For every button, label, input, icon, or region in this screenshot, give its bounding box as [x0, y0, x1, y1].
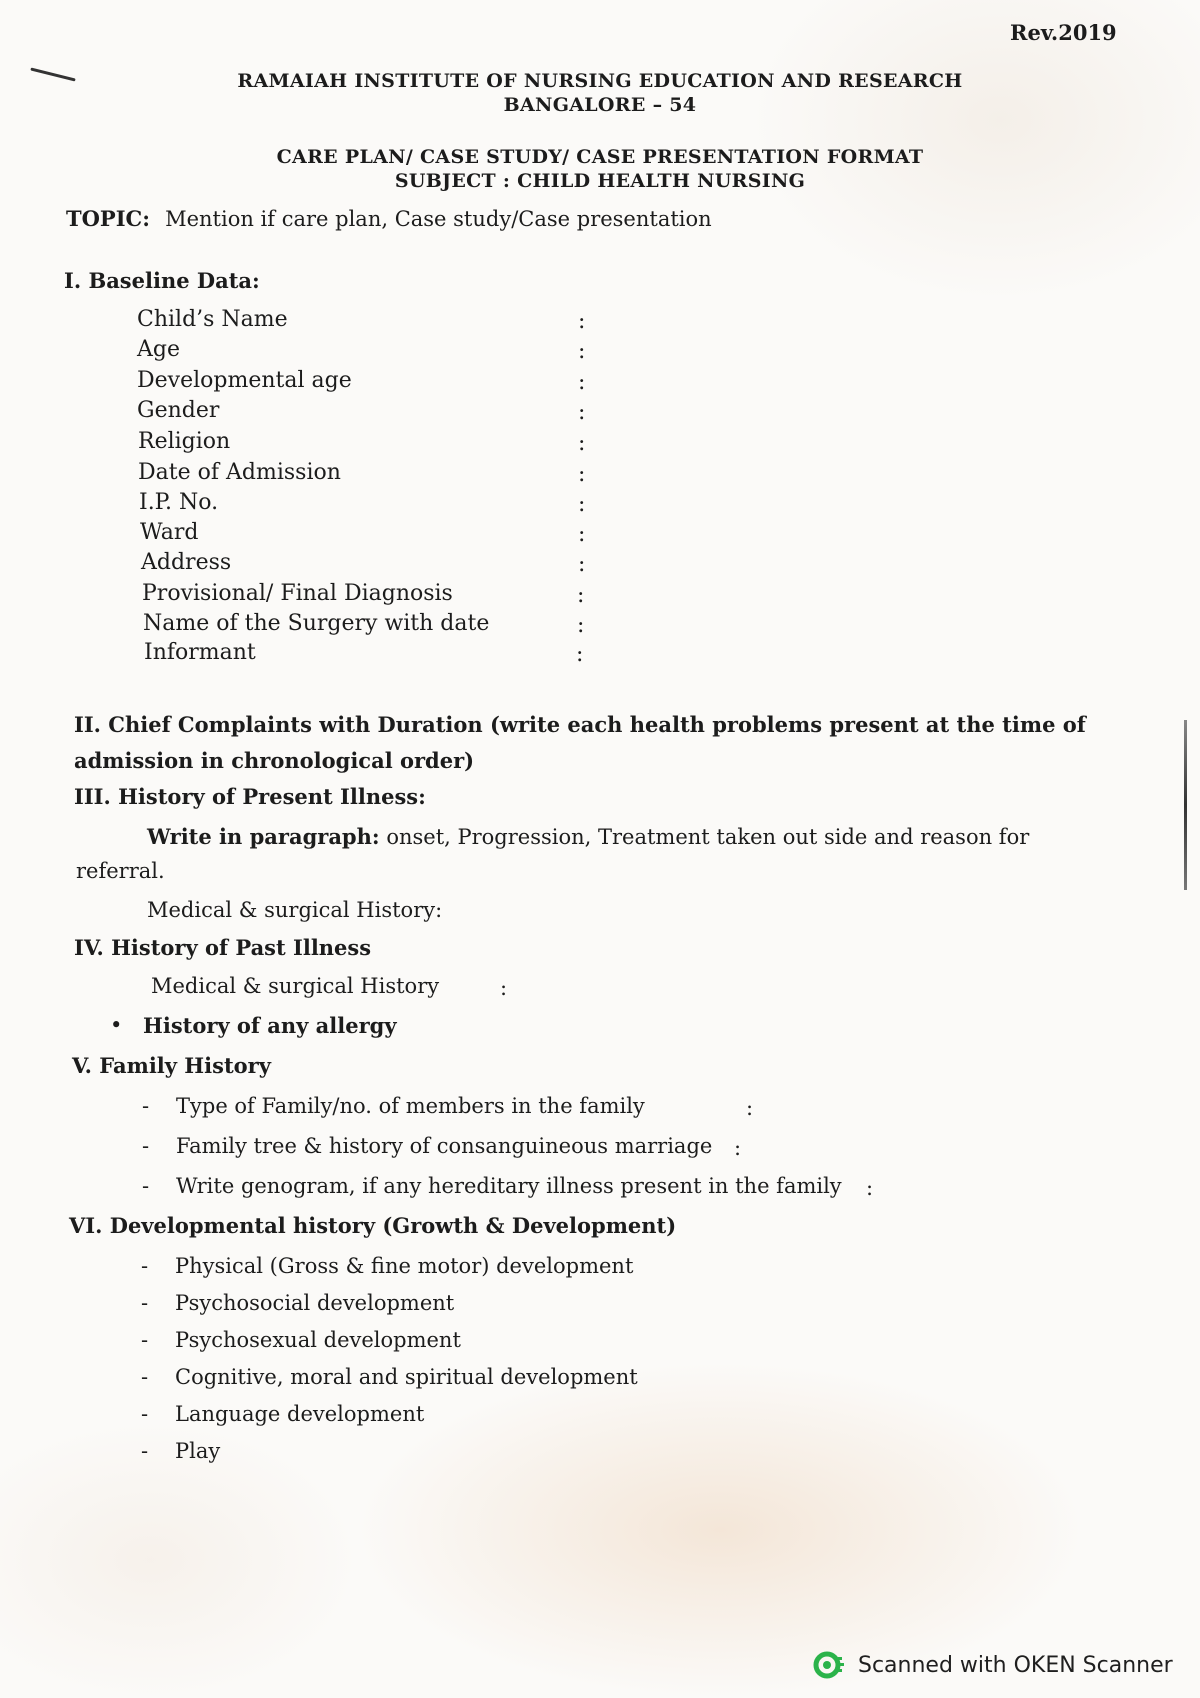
allergy-label: History of any allergy	[143, 1013, 397, 1038]
topic-line	[66, 206, 712, 231]
field-label: Age	[137, 337, 180, 362]
field-colon: :	[578, 522, 586, 547]
field-colon: :	[578, 309, 586, 334]
section-present-illness-title: III. History of Present Illness:	[74, 784, 426, 809]
section-developmental-history-title: VI. Developmental history (Growth & Development)	[69, 1213, 677, 1238]
list-item: Family tree & history of consanguineous marriage	[176, 1134, 713, 1158]
field-label: Provisional/ Final Diagnosis	[142, 581, 453, 606]
field-label: Developmental age	[137, 368, 352, 393]
list-item: Type of Family/no. of members in the family	[176, 1094, 645, 1118]
list-item: Physical (Gross & fine motor) development	[175, 1254, 634, 1278]
list-dash: -	[141, 1365, 149, 1389]
list-item: Psychosocial development	[175, 1291, 455, 1315]
field-label: Date of Admission	[138, 460, 341, 485]
list-item: Psychosexual development	[175, 1328, 461, 1352]
page-edge-shadow	[1184, 720, 1187, 890]
field-colon: :	[578, 462, 586, 487]
list-item: Play	[175, 1439, 221, 1463]
list-item: Cognitive, moral and spiritual development	[175, 1365, 638, 1389]
list-item: Write genogram, if any hereditary illness present in the family	[176, 1174, 842, 1198]
scanner-watermark-text: Scanned with OKEN Scanner	[858, 1652, 1173, 1678]
institute-city: BANGALORE – 54	[503, 94, 697, 116]
scanner-watermark	[812, 1648, 1173, 1682]
field-label: Address	[141, 550, 232, 575]
section-chief-complaints-title-cont: admission in chronological order)	[74, 748, 475, 773]
list-dash: -	[141, 1439, 149, 1463]
list-item-colon: :	[746, 1096, 754, 1120]
field-colon: :	[577, 613, 585, 638]
format-title: CARE PLAN/ CASE STUDY/ CASE PRESENTATION FORMAT	[276, 146, 924, 168]
list-dash: -	[142, 1174, 150, 1198]
present-illness-text-cont: referral.	[76, 859, 165, 883]
list-dash: -	[141, 1254, 149, 1278]
field-label: Religion	[138, 429, 231, 454]
field-label: Gender	[137, 398, 220, 423]
field-colon: :	[578, 552, 586, 577]
field-colon: :	[577, 583, 585, 608]
field-colon: :	[578, 339, 586, 364]
list-dash: -	[142, 1134, 150, 1158]
field-label: Name of the Surgery with date	[143, 611, 490, 636]
list-item: Language development	[175, 1402, 425, 1426]
section-chief-complaints-title: II. Chief Complaints with Duration (write each health problems present at the time of	[74, 712, 1086, 737]
list-dash: -	[141, 1291, 149, 1315]
present-illness-medsurg: Medical & surgical History:	[147, 898, 443, 922]
field-colon: :	[578, 431, 586, 456]
section-past-illness-title: IV. History of Past Illness	[74, 935, 372, 960]
field-label: Ward	[140, 520, 199, 545]
present-illness-text: onset, Progression, Treatment taken out side and reason for	[379, 825, 1030, 849]
list-item-colon: :	[734, 1136, 742, 1160]
topic-text: Mention if care plan, Case study/Case presentation	[165, 207, 712, 231]
list-dash: -	[141, 1328, 149, 1352]
field-label: Child’s Name	[137, 307, 288, 332]
topic-label: TOPIC:	[66, 206, 150, 231]
field-label: Informant	[144, 640, 256, 665]
list-dash: -	[142, 1094, 150, 1118]
section-baseline-title: I. Baseline Data:	[64, 268, 260, 293]
past-illness-medsurg: Medical & surgical History	[151, 974, 440, 998]
list-dash: -	[141, 1402, 149, 1426]
oken-scanner-logo-icon	[812, 1648, 846, 1682]
field-colon: :	[578, 492, 586, 517]
field-colon: :	[578, 370, 586, 395]
allergy-bullet: •	[110, 1013, 123, 1037]
revision-label: Rev.2019	[1010, 20, 1117, 45]
field-colon: :	[578, 400, 586, 425]
section-family-history-title: V. Family History	[72, 1053, 271, 1078]
write-in-paragraph-label: Write in paragraph:	[147, 824, 380, 849]
past-illness-colon: :	[500, 976, 508, 1000]
list-item-colon: :	[866, 1176, 874, 1200]
institute-name: RAMAIAH INSTITUTE OF NURSING EDUCATION AND RESEARCH	[237, 70, 963, 92]
subject-title: SUBJECT : CHILD HEALTH NURSING	[394, 170, 806, 192]
present-illness-instruction	[147, 824, 1029, 849]
field-colon: :	[576, 642, 584, 667]
field-label: I.P. No.	[139, 490, 219, 515]
